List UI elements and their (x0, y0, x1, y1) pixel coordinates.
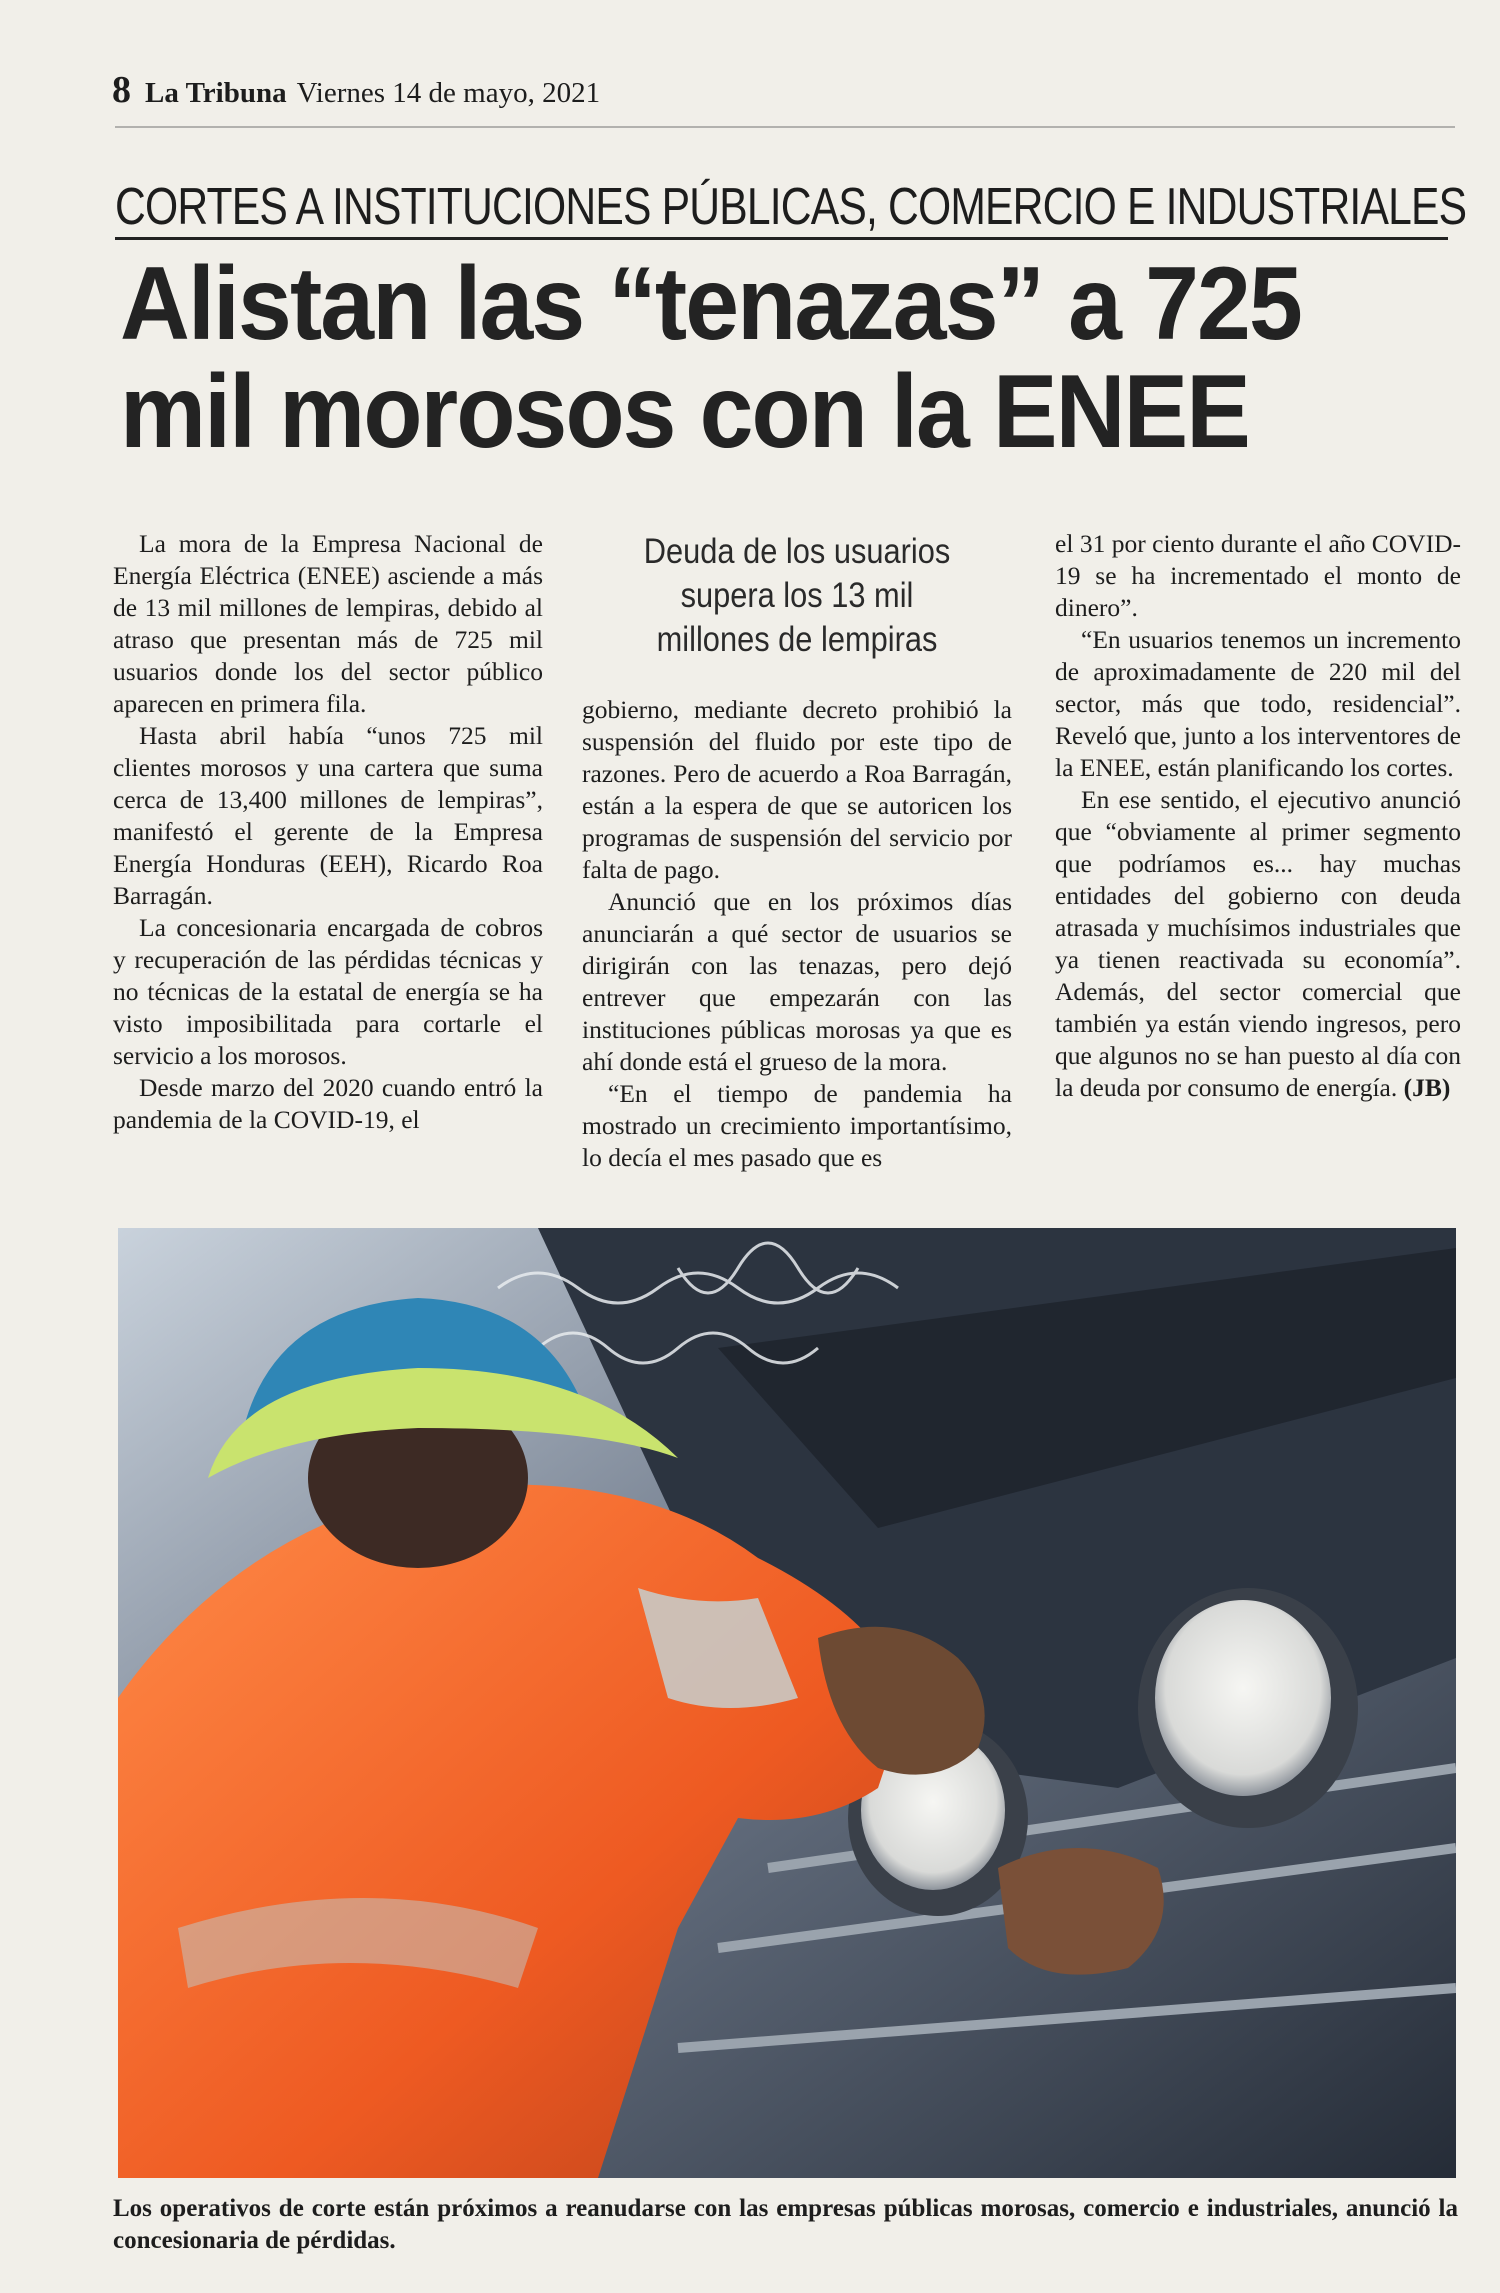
paragraph: “En usuarios tenemos un incremento de aproximadamente de 220 mil del sector, más que todo, residencial”. Reveló que, junto a los interventores de la ENEE, están planificando los cortes. (1055, 625, 1461, 782)
paragraph: el 31 por ciento durante el año COVID-19 se ha incrementado el monto de dinero”. (1055, 529, 1461, 622)
paragraph: La mora de la Empresa Nacional de Energía Eléctrica (ENEE) asciende a más de 13 mil millones de lempiras, debido al atraso que presentan más de 725 mil usuarios donde los del sector público aparecen en primera fila. (113, 529, 543, 718)
article-column-2 (582, 694, 1012, 1174)
pull-quote (582, 530, 1012, 680)
article-kicker: CORTES A INSTITUCIONES PÚBLICAS, COMERCIO E INDUSTRIALES (115, 178, 1467, 236)
photo-caption: Los operativos de corte están próximos a reanudarse con las empresas públicas morosas, comercio e industriales, anunció la concesionaria de pérdidas. (113, 2195, 1458, 2254)
paragraph: La concesionaria encargada de cobros y recuperación de las pérdidas técnicas y no técnicas de la estatal de energía se ha visto imposibilitada para cortarle el servicio a los morosos. (113, 913, 543, 1070)
worker-photo-illustration (118, 1228, 1456, 2178)
headline-line-2: mil morosos con la ENEE (120, 354, 1249, 470)
article-column-3 (1055, 528, 1461, 1104)
paragraph: gobierno, mediante decreto prohibió la suspensión del fluido por este tipo de razones. Pero de acuerdo a Roa Barragán, están a la espera de que se autoricen los programas de suspensión del servicio por falta de pago. (582, 695, 1012, 884)
article-column-1 (113, 528, 543, 1136)
paragraph: Desde marzo del 2020 cuando entró la pandemia de la COVID-19, el (113, 1073, 543, 1134)
pull-quote-line: supera los 13 mil (680, 576, 914, 615)
headline-line-1: Alistan las “tenazas” a 725 (120, 246, 1301, 362)
author-initials: (JB) (1403, 1073, 1451, 1102)
pull-quote-line: Deuda de los usuarios (643, 532, 951, 571)
paragraph (1055, 784, 1461, 1104)
newspaper-name: La Tribuna (145, 77, 287, 109)
header-rule (115, 126, 1455, 128)
kicker-underline (115, 237, 1448, 240)
masthead (112, 68, 1452, 118)
paragraph: Hasta abril había “unos 725 mil clientes morosos y una cartera que suma cerca de 13,400 millones de lempiras”, manifestó el gerente de la Empresa Energía Honduras (EEH), Ricardo Roa Barragán. (113, 721, 543, 910)
pull-quote-line: millones de lempiras (656, 620, 938, 659)
article-headline (120, 246, 1450, 470)
article-photo (118, 1228, 1456, 2178)
paragraph: “En el tiempo de pandemia ha mostrado un crecimiento importantísimo, lo decía el mes pasado que es (582, 1079, 1012, 1172)
issue-date: Viernes 14 de mayo, 2021 (296, 77, 601, 109)
paragraph: Anunció que en los próximos días anunciarán a qué sector de usuarios se dirigirán con las tenazas, pero dejó entrever que empezarán con las instituciones públicas morosas ya que es ahí donde está el grueso de la mora. (582, 887, 1012, 1076)
paragraph-text: En ese sentido, el ejecutivo anunció que “obviamente al primer segmento que podríamos es... hay muchas entidades del gobierno con deuda atrasada y muchísimos industriales que ya tienen reactivada su economía”. Además, del sector comercial que también ya están viendo ingresos, pero que algunos no se han puesto al día con la deuda por consumo de energía. (1055, 785, 1461, 1102)
page-number: 8 (112, 69, 131, 111)
